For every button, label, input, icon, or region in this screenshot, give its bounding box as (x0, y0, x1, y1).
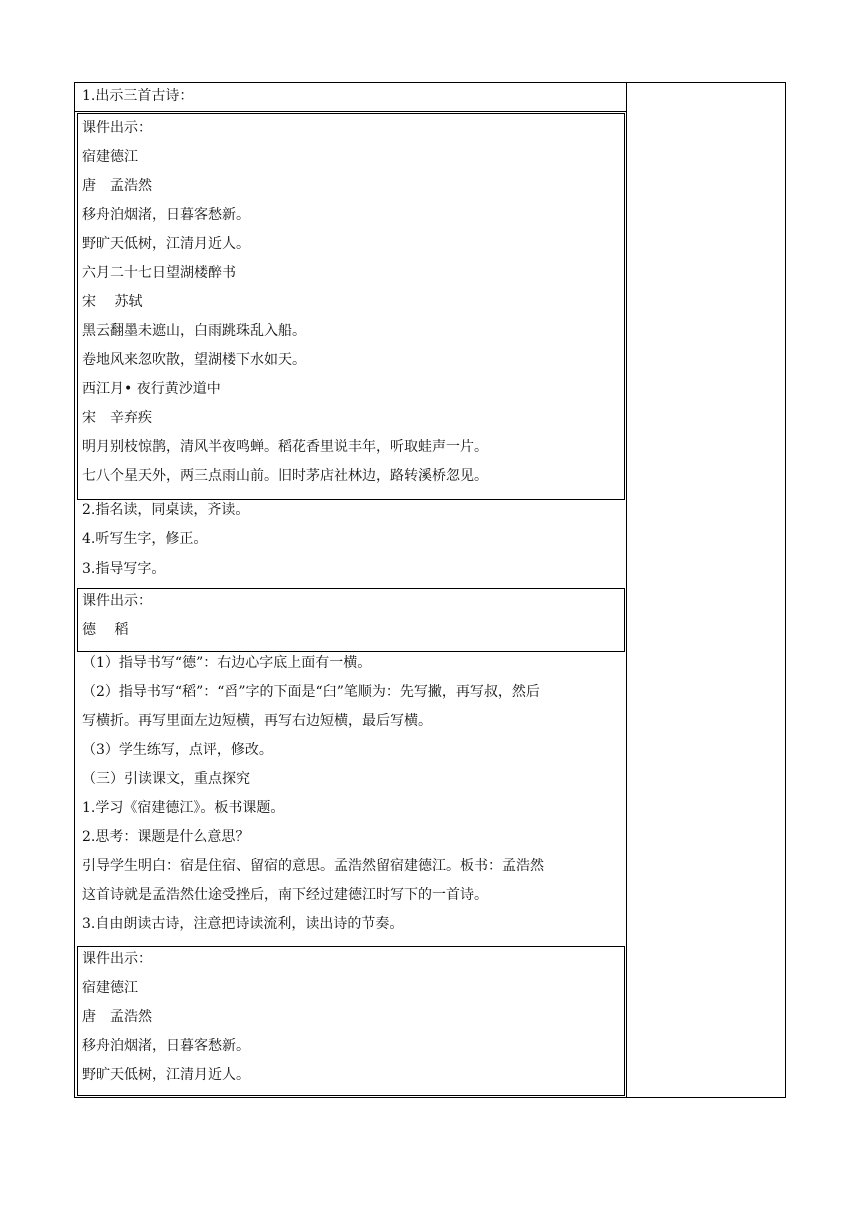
writing-guide-item: （1）指导书写“德”：右边心字底上面有一横。 (82, 655, 372, 671)
writing-guide-item-cont: 写横折。再写里面左边短横，再写右边短横，最后写横。 (82, 713, 432, 729)
column-divider (626, 82, 627, 1098)
poem-title: 宿建德江 (82, 149, 138, 165)
characters-to-write: 德 稻 (82, 622, 129, 638)
poem-line: 移舟泊烟渚，日暮客愁新。 (82, 1038, 250, 1054)
poem-author: 宋 辛弃疾 (82, 410, 152, 426)
poem-author: 唐 孟浩然 (82, 1009, 152, 1025)
poem-title: 西江月• 夜行黄沙道中 (82, 381, 221, 397)
poem-line: 七八个星天外，两三点雨山前。旧时茅店社林边，路转溪桥忽见。 (82, 468, 488, 484)
poem-line: 野旷天低树，江清月近人。 (82, 1067, 250, 1083)
writing-guide-item: （3）学生练写，点评，修改。 (82, 742, 273, 758)
poem-line: 野旷天低树，江清月近人。 (82, 236, 250, 252)
step-writing-guide: 3.指导写字。 (82, 561, 166, 577)
writing-guide-item: （2）指导书写“稻”：“舀”字的下面是“臼”笔顺为：先写撇，再写叔，然后 (82, 684, 540, 700)
poem-author: 唐 孟浩然 (82, 178, 152, 194)
step-study: 1.学习《宿建德江》。板书课题。 (82, 800, 285, 816)
poem-title: 宿建德江 (82, 980, 138, 996)
courseware-box-characters (77, 588, 625, 652)
poem-line: 移舟泊烟渚，日暮客愁新。 (82, 207, 250, 223)
poem-line: 卷地风来忽吹散，望湖楼下水如天。 (82, 352, 306, 368)
courseware-label: 课件出示： (82, 120, 152, 136)
courseware-label: 课件出示： (82, 951, 152, 967)
poem-line: 明月别枝惊鹊，清风半夜鸣蝉。稻花香里说丰年，听取蛙声一片。 (82, 439, 488, 455)
guide-text: 这首诗就是孟浩然仕途受挫后，南下经过建德江时写下的一首诗。 (82, 887, 488, 903)
courseware-label: 课件出示： (82, 593, 152, 609)
poem-title: 六月二十七日望湖楼醉书 (82, 265, 236, 281)
step-show-poems: 1.出示三首古诗： (82, 88, 194, 104)
section-heading: （三）引读课文，重点探究 (82, 771, 250, 787)
row-divider (74, 111, 626, 112)
poem-author: 宋 苏轼 (82, 294, 143, 310)
guide-text: 引导学生明白：宿是住宿、留宿的意思。孟浩然留宿建德江。板书：孟浩然 (82, 858, 544, 874)
poem-line: 黑云翻墨未遮山，白雨跳珠乱入船。 (82, 323, 306, 339)
step-dictation: 4.听写生字，修正。 (82, 531, 208, 547)
step-reading: 2.指名读，同桌读，齐读。 (82, 502, 250, 518)
step-think: 2.思考：课题是什么意思？ (82, 829, 250, 845)
step-read-aloud: 3.自由朗读古诗，注意把诗读流利，读出诗的节奏。 (82, 916, 404, 932)
